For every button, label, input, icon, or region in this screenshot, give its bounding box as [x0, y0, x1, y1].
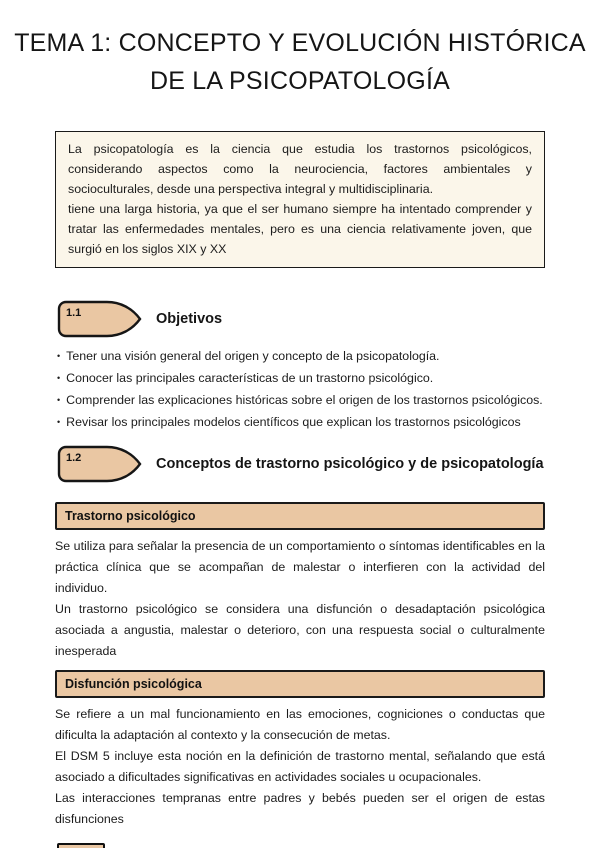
concept-banner-trastorno [55, 502, 545, 530]
bullet-icon: • [57, 417, 61, 427]
body-paragraph: Un trastorno psicológico se considera una disfunción o desadaptación psicológica asociada a angustia, malestar o deterioro, con una respuesta social o culturalmente inesperada [55, 602, 545, 658]
concept-text-trastorno [55, 536, 545, 662]
intro-paragraph: La psicopatología es la ciencia que estudia los trastornos psicológicos, considerando aspectos como la neurociencia, factores ambientales y socioculturales, desde una perspectiva integral y multidisciplinaria. [68, 142, 532, 196]
banner-label: Disfunción psicológica [65, 677, 202, 691]
section-header-1-1 [57, 300, 600, 338]
section-heading: Objetivos [156, 311, 223, 327]
page-title [0, 0, 600, 100]
concept-text-disfuncion [55, 704, 545, 830]
list-item [57, 368, 545, 390]
objective-text: Comprender las explicaciones históricas sobre el origen de los trastornos psicológicos. [66, 393, 543, 407]
objective-text: Tener una visión general del origen y concepto de la psicopatología. [66, 349, 440, 363]
bullet-icon: • [57, 395, 61, 405]
list-item [57, 390, 545, 412]
list-item [57, 412, 545, 434]
section-header-1-2 [57, 445, 600, 483]
objectives-list [57, 346, 545, 434]
body-paragraph: El DSM 5 incluye esta noción en la definición de trastorno mental, señalando que está asociado a dificultades significativas en actividades sociales u ocupacionales. [55, 749, 545, 784]
body-paragraph: Las interacciones tempranas entre padres y bebés pueden ser el origen de estas disfunciones [55, 791, 545, 826]
body-paragraph: Se utiliza para señalar la presencia de un comportamiento o síntomas identificables en la práctica clínica que se acompañan de malestar o interfieren con la actividad del individuo. [55, 539, 545, 595]
section-number: 1.1 [66, 307, 82, 319]
clipped-next-section-box [57, 843, 105, 848]
intro-box [55, 131, 545, 268]
list-item [57, 346, 545, 368]
objective-text: Conocer las principales características de un trastorno psicológico. [66, 371, 434, 385]
body-paragraph: Se refiere a un mal funcionamiento en las emociones, cogniciones o conductas que dificulta la adaptación al contexto y la consecución de metas. [55, 707, 545, 742]
objective-text: Revisar los principales modelos científicos que explican los trastornos psicológicos [66, 415, 521, 429]
page-title-line-1: TEMA 1: CONCEPTO Y EVOLUCIÓN HISTÓRICA [14, 29, 586, 57]
bullet-icon: • [57, 373, 61, 383]
page-title-line-2: DE LA PSICOPATOLOGÍA [150, 67, 450, 95]
pencil-tag-icon [57, 445, 143, 483]
section-tag-shape [57, 445, 143, 483]
section-number: 1.2 [66, 452, 82, 464]
pencil-tag-icon [57, 300, 143, 338]
section-tag-shape [57, 300, 143, 338]
intro-paragraph: tiene una larga historia, ya que el ser humano siempre ha intentado comprender y tratar las enfermedades mentales, pero es una ciencia relativamente joven, que surgió en los siglos XIX y XX [68, 202, 532, 256]
banner-label: Trastorno psicológico [65, 509, 196, 523]
section-heading: Conceptos de trastorno psicológico y de psicopatología [156, 456, 544, 472]
bullet-icon: • [57, 351, 61, 361]
concept-banner-disfuncion [55, 670, 545, 698]
